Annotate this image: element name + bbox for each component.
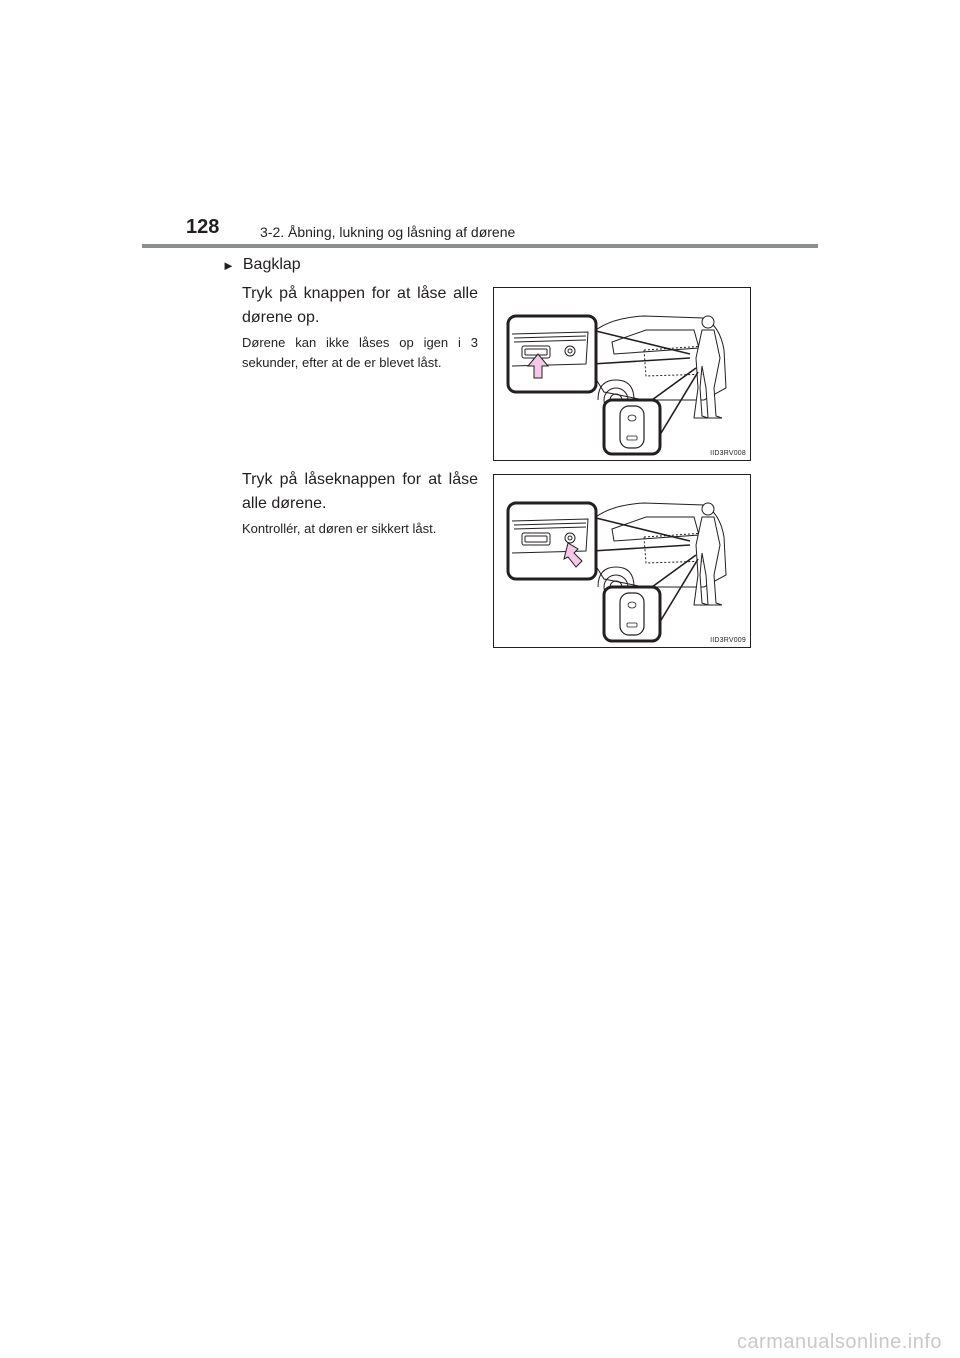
step2-note: Kontrollér, at døren er sikkert låst. [242, 521, 437, 536]
section-title: 3-2. Åbning, lukning og låsning af dørene [260, 224, 516, 240]
smart-key-icon [620, 406, 644, 448]
figure-code: IID3RV008 [710, 450, 746, 457]
step1-note: Dørene kan ikke låses op igen i 3 sekunder, efter at de er blevet låst. [242, 335, 478, 370]
lock-illustration [494, 475, 750, 647]
figure-lock [493, 474, 751, 648]
watermark: carmanualsonline.info [736, 1331, 942, 1353]
figure-code: IID3RV009 [710, 637, 746, 644]
page-number: 128 [186, 216, 220, 238]
step2-text: Tryk på låseknappen for at låse alle dørene. [242, 471, 478, 512]
unlock-illustration [494, 288, 750, 460]
step1-text: Tryk på knappen for at låse alle dørene op. [242, 285, 478, 326]
header-rule [142, 244, 818, 248]
smart-key-icon [620, 593, 644, 635]
figure-unlock [493, 287, 751, 461]
triangle-bullet-icon: ► [222, 257, 235, 273]
subheading [222, 256, 301, 274]
subheading-label: Bagklap [242, 256, 301, 273]
